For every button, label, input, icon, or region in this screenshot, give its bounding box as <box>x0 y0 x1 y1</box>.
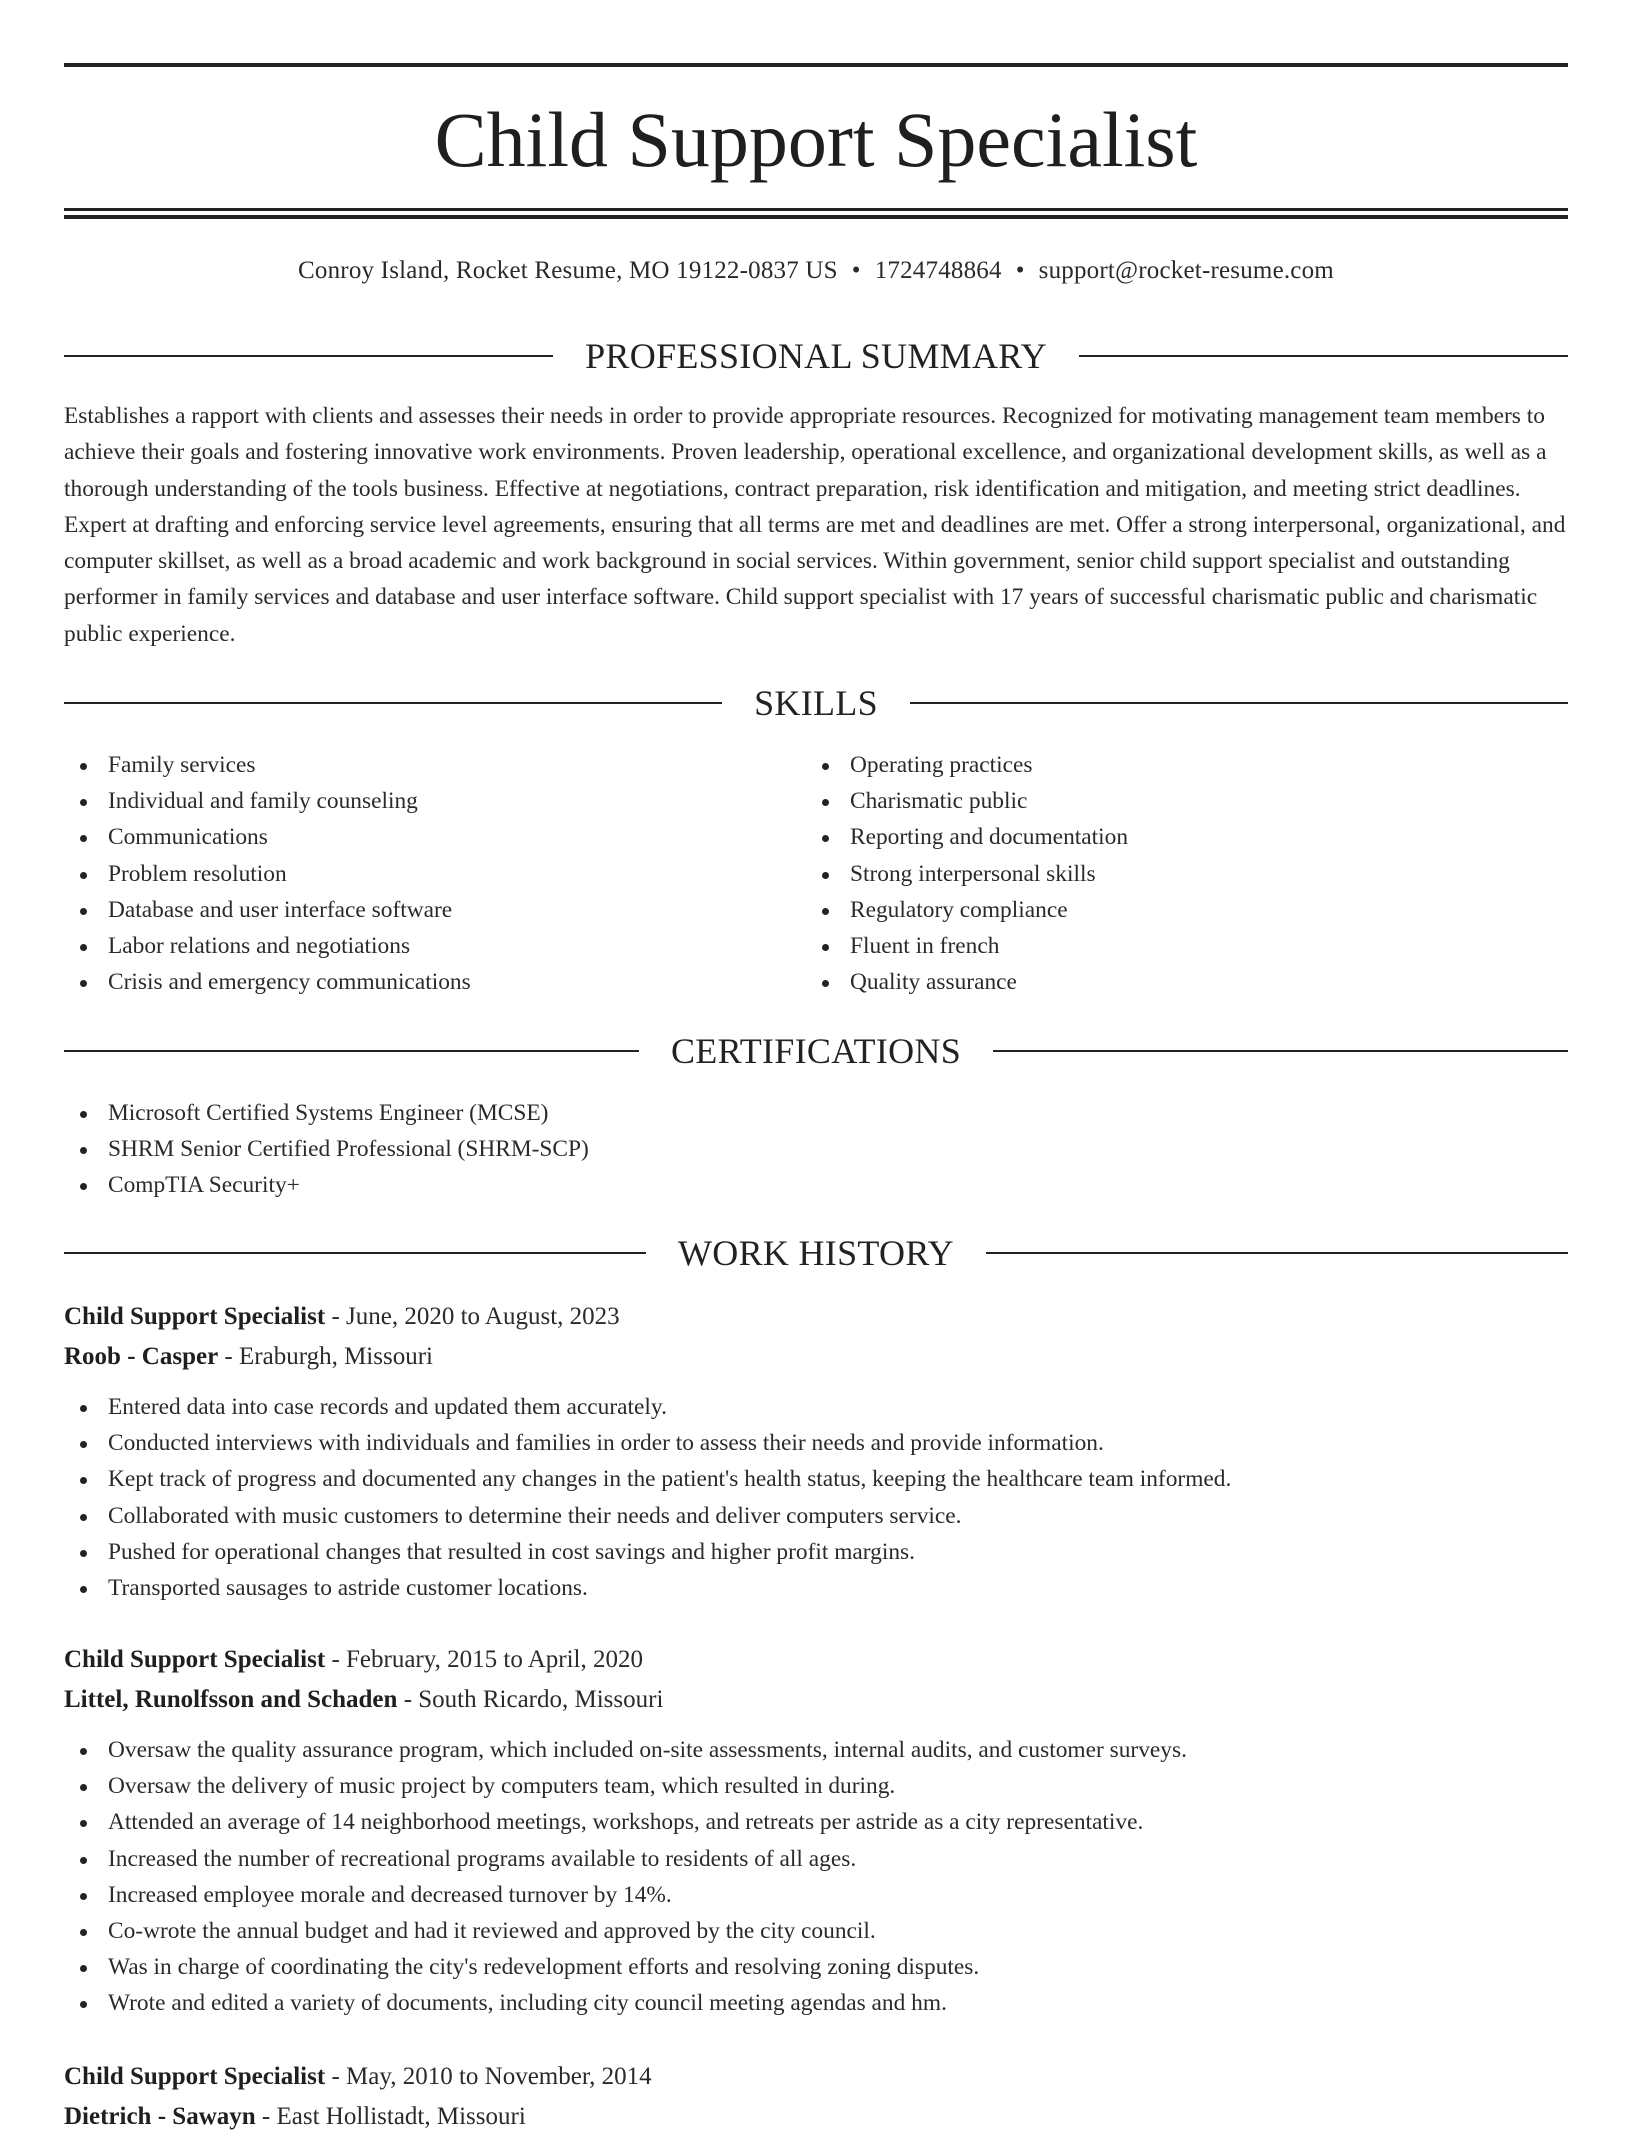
job-bullet: Entered data into case records and updated them accurately. <box>64 1389 1568 1425</box>
contact-separator: • <box>1015 257 1025 284</box>
section-title-certifications: CERTIFICATIONS <box>670 1031 962 1071</box>
job-company: Dietrich - Sawayn <box>64 2103 256 2130</box>
summary-paragraph: Establishes a rapport with clients and assesses their needs in order to provide appropriate resources. Recognized for motivating management team members to achieve their goals and fostering innovative work environments. Proven leadership, operational excellence, and organizational development skills, as well as a thorough understanding of the tools business. Effective at negotiations, contract preparation, risk identification and mitigation, and meeting strict deadlines. Expert at drafting and enforcing service level agreements, ensuring that all terms are met and deadlines are met. Offer a strong interpersonal, organizational, and computer skillset, as well as a broad academic and work background in social services. Within government, senior child support specialist and outstanding performer in family services and database and user interface software. Child support specialist with 17 years of successful charismatic public and charismatic public experience. <box>64 403 1566 647</box>
header-bottom-rule-thick <box>64 215 1568 219</box>
section-header-certifications <box>64 1029 1568 1073</box>
job-entry <box>64 1640 1568 2022</box>
job-bullet: Co-wrote the annual budget and had it reviewed and approved by the city council. <box>64 1913 1568 1949</box>
job-company: Roob - Casper <box>64 1343 219 1370</box>
certification-item: CompTIA Security+ <box>64 1167 589 1203</box>
skill-item: Crisis and emergency communications <box>64 964 471 1000</box>
contact-phone: 1724748864 <box>874 257 1002 284</box>
job-role: Child Support Specialist <box>64 2063 326 2090</box>
job-company: Littel, Runolfsson and Schaden <box>64 1686 398 1713</box>
skill-item: Strong interpersonal skills <box>806 856 1128 892</box>
skill-item: Quality assurance <box>806 964 1128 1000</box>
section-header-summary <box>64 334 1568 378</box>
skill-item: Reporting and documentation <box>806 819 1128 855</box>
skill-item: Family services <box>64 747 471 783</box>
job-location: - Eraburgh, Missouri <box>218 1343 433 1370</box>
job-bullet: Conducted interviews with individuals and families in order to assess their needs and provide information. <box>64 1425 1568 1461</box>
job-title-line <box>64 1297 1568 1337</box>
section-rule-right <box>1079 355 1568 357</box>
certifications-list <box>64 1095 589 1204</box>
job-dates: - May, 2010 to November, 2014 <box>325 2063 652 2090</box>
job-bullet: Collaborated with music customers to determine their needs and deliver computers service. <box>64 1498 1568 1534</box>
skill-item: Problem resolution <box>64 856 471 892</box>
skill-item: Operating practices <box>806 747 1128 783</box>
contact-email: support@rocket-resume.com <box>1038 257 1334 284</box>
job-bullet: Transported sausages to astride customer locations. <box>64 1570 1568 1606</box>
section-title-work-history: WORK HISTORY <box>678 1233 954 1273</box>
skill-item: Regulatory compliance <box>806 892 1128 928</box>
section-rule-right <box>910 702 1568 704</box>
job-company-line <box>64 1337 1568 1377</box>
job-location: - East Hollistadt, Missouri <box>255 2103 526 2130</box>
certification-item: Microsoft Certified Systems Engineer (MCSE) <box>64 1095 589 1131</box>
section-rule-left <box>64 355 553 357</box>
skills-list-right <box>806 747 1128 1000</box>
job-bullet: Increased the number of recreational programs available to residents of all ages. <box>64 1841 1568 1877</box>
job-company-line <box>64 1680 1568 1720</box>
skill-item: Database and user interface software <box>64 892 471 928</box>
contact-separator: • <box>851 257 861 284</box>
job-title-line <box>64 2057 1568 2097</box>
job-dates: - February, 2015 to April, 2020 <box>325 1646 643 1673</box>
skill-item: Charismatic public <box>806 783 1128 819</box>
job-bullets <box>64 1389 1568 1606</box>
section-title-skills: SKILLS <box>754 683 878 723</box>
section-header-work-history <box>64 1231 1568 1275</box>
section-header-skills <box>64 681 1568 725</box>
job-bullet: Increased employee morale and decreased turnover by 14%. <box>64 1877 1568 1913</box>
section-rule-right <box>986 1252 1568 1254</box>
section-rule-left <box>64 702 722 704</box>
header-bottom-rule-thin <box>64 208 1568 211</box>
section-rule-left <box>64 1252 646 1254</box>
job-company-line <box>64 2097 1568 2137</box>
job-bullets <box>64 1732 1568 2022</box>
section-title-summary: PROFESSIONAL SUMMARY <box>585 336 1047 376</box>
certification-item: SHRM Senior Certified Professional (SHRM-SCP) <box>64 1131 589 1167</box>
skill-item: Individual and family counseling <box>64 783 471 819</box>
job-bullet: Pushed for operational changes that resulted in cost savings and higher profit margins. <box>64 1534 1568 1570</box>
skill-item: Communications <box>64 819 471 855</box>
job-bullet: Oversaw the delivery of music project by computers team, which resulted in during. <box>64 1768 1568 1804</box>
section-rule-right <box>993 1050 1568 1052</box>
skills-list-left <box>64 747 471 1000</box>
page-title: Child Support Specialist <box>434 96 1198 183</box>
header-top-rule <box>64 63 1568 67</box>
skill-item: Labor relations and negotiations <box>64 928 471 964</box>
job-role: Child Support Specialist <box>64 1303 326 1330</box>
job-entry <box>64 1297 1568 1606</box>
job-role: Child Support Specialist <box>64 1646 326 1673</box>
skill-item: Fluent in french <box>806 928 1128 964</box>
contact-line <box>64 254 1568 288</box>
job-bullet: Oversaw the quality assurance program, which included on-site assessments, internal audits, and customer surveys. <box>64 1732 1568 1768</box>
job-bullet: Kept track of progress and documented any changes in the patient's health status, keeping the healthcare team informed. <box>64 1461 1568 1497</box>
job-bullet: Attended an average of 14 neighborhood meetings, workshops, and retreats per astride as a city representative. <box>64 1804 1568 1840</box>
section-rule-left <box>64 1050 639 1052</box>
job-bullet: Wrote and edited a variety of documents, including city council meeting agendas and hm. <box>64 1985 1568 2021</box>
contact-address: Conroy Island, Rocket Resume, MO 19122-0837 US <box>298 257 838 284</box>
job-title-line <box>64 1640 1568 1680</box>
job-bullet: Was in charge of coordinating the city's redevelopment efforts and resolving zoning disputes. <box>64 1949 1568 1985</box>
job-dates: - June, 2020 to August, 2023 <box>325 1303 620 1330</box>
job-location: - South Ricardo, Missouri <box>397 1686 664 1713</box>
job-entry <box>64 2057 1568 2137</box>
